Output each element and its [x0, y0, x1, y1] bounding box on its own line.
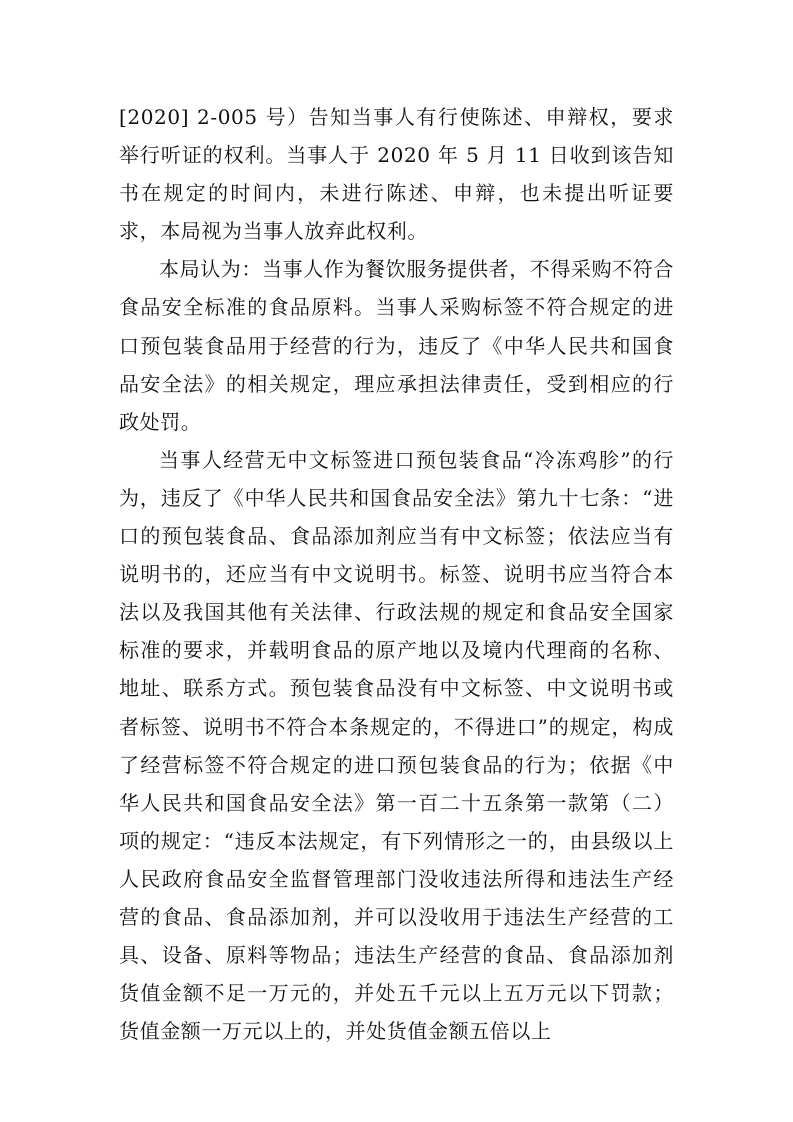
paragraph-legal-basis: 当事人经营无中文标签进口预包装食品“冷冻鸡胗”的行为，违反了《中华人民共和国食品安全法》第九十七条：“进口的预包装食品、食品添加剂应当有中文标签；依法应当有说明书的，还应当有中文说明书。标签、说明书应当符合本法以及我国其他有关法律、行政法规的规定和食品安全国家标准的要求，并载明食品的原产地以及境内代理商的名称、地址、联系方式。预包装食品没有中文标签、中文说明书或者标签、说明书不符合本条规定的，不得进口”的规定，构成了经营标签不符合规定的进口预包装食品的行为；依据《中华人民共和国食品安全法》第一百二十五条第一款第（二）项的规定：“违反本法规定，有下列情形之一的，由县级以上人民政府食品安全监督管理部门没收违法所得和违法生产经营的食品、食品添加剂，并可以没收用于违法生产经营的工具、设备、原料等物品；违法生产经营的食品、食品添加剂货值金额不足一万元的，并处五千元以上五万元以下罚款；货值金额一万元以上的，并处货值金额五倍以上	[119, 447, 674, 1044]
paragraph-bureau-opinion: 本局认为：当事人作为餐饮服务提供者，不得采购不符合食品安全标准的食品原料。当事人采购标签不符合规定的进口预包装食品用于经营的行为，违反了《中华人民共和国食品安全法》的相关规定，理应承担法律责任，受到相应的行政处罚。	[119, 257, 674, 434]
paragraph-hearing-notice: [2020] 2-005 号）告知当事人有行使陈述、申辩权，要求举行听证的权利。当事人于 2020 年 5 月 11 日收到该告知书在规定的时间内，未进行陈述、申辩，也未提出听证要求，本局视为当事人放弃此权利。	[119, 105, 674, 244]
document-body	[119, 98, 674, 1050]
